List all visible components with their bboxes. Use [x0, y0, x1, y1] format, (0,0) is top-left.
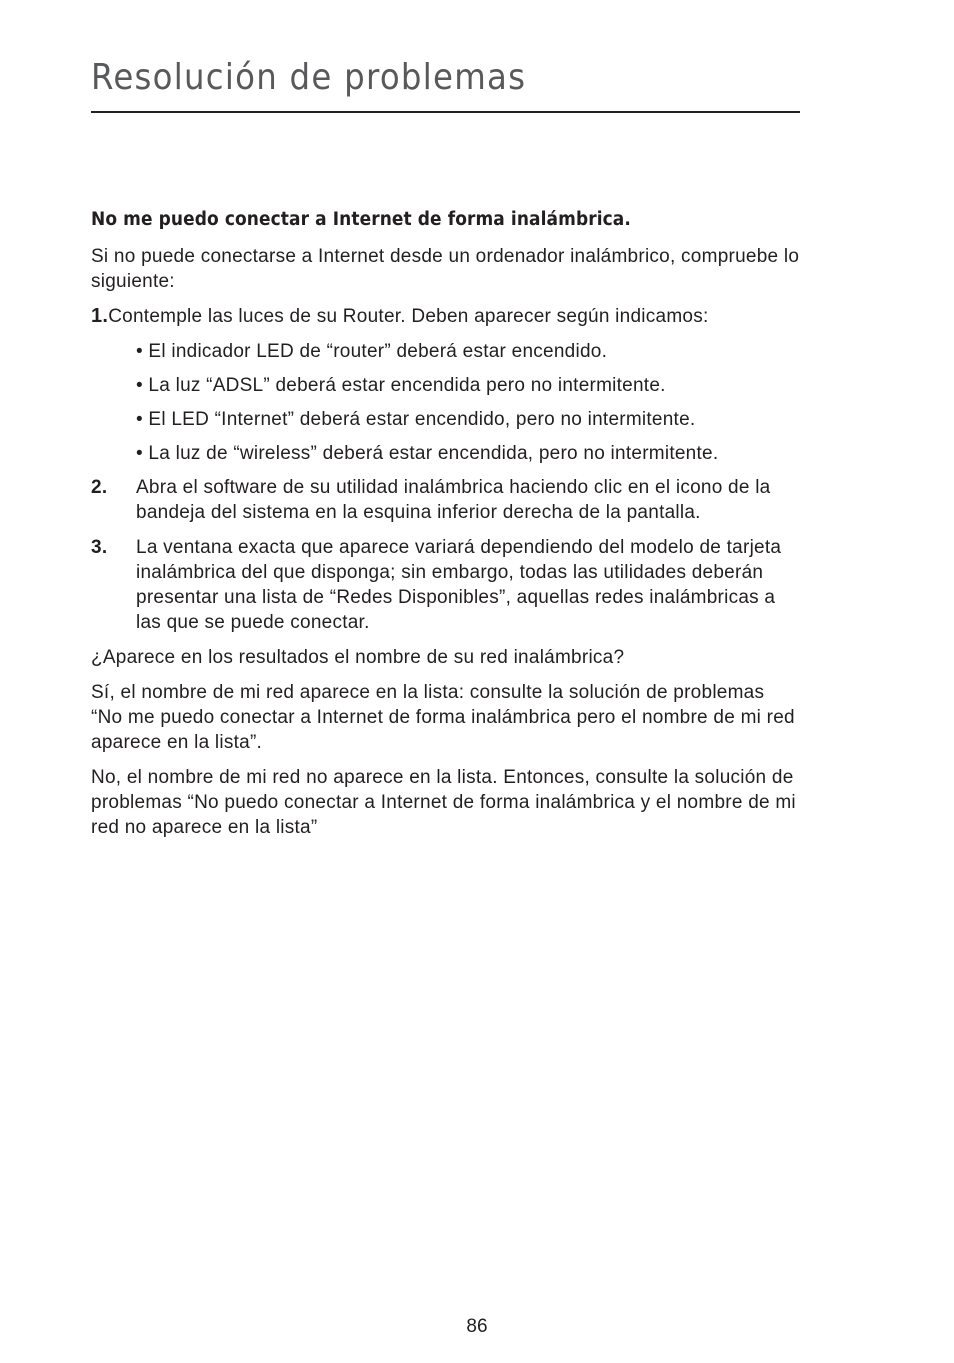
step-3	[91, 535, 801, 635]
intro-paragraph: Si no puede conectarse a Internet desde un ordenador inalámbrico, compruebe lo siguiente:	[91, 246, 800, 292]
step-2-number: 2.	[91, 477, 108, 498]
page-number: 86	[466, 1316, 488, 1337]
answer-no-paragraph: No, el nombre de mi red no aparece en la lista. Entonces, consulte la solución de problemas “No puedo conectar a Internet de forma inalámbrica y el nombre de mi red no aparece en la lista”	[91, 767, 796, 838]
led-bullet-internet: • El LED “Internet” deberá estar encendido, pero no intermitente.	[136, 409, 696, 430]
led-bullet-wireless: • La luz de “wireless” deberá estar encendida, pero no intermitente.	[136, 443, 719, 464]
step-1-text: Contemple las luces de su Router. Deben aparecer según indicamos:	[108, 306, 709, 327]
document-body	[91, 206, 801, 850]
step-3-number: 3.	[91, 537, 108, 558]
page-title: Resolución de problemas	[91, 57, 527, 98]
step-1	[91, 304, 801, 329]
led-bullet-router: • El indicador LED de “router” deberá estar encendido.	[136, 341, 608, 362]
section-heading: No me puedo conectar a Internet de forma inalámbrica.	[91, 209, 631, 230]
step-1-number: 1.	[91, 305, 109, 327]
question-paragraph: ¿Aparece en los resultados el nombre de su red inalámbrica?	[91, 647, 625, 668]
led-bullet-adsl: • La luz “ADSL” deberá estar encendida pero no intermitente.	[136, 375, 666, 396]
step-2-text: Abra el software de su utilidad inalámbrica haciendo clic en el icono de la bandeja del sistema en la esquina inferior derecha de la pantalla.	[136, 477, 771, 523]
step-3-text: La ventana exacta que aparece variará dependiendo del modelo de tarjeta inalámbrica del que disponga; sin embargo, todas las utilidades deberán presentar una lista de “Redes Disponibles”, aquellas redes inalámbricas a las que se puede conectar.	[136, 537, 782, 633]
answer-yes-paragraph: Sí, el nombre de mi red aparece en la lista: consulte la solución de problemas “No me puedo conectar a Internet de forma inalámbrica pero el nombre de mi red aparece en la lista”.	[91, 682, 795, 753]
page-header	[91, 56, 800, 113]
step-2	[91, 475, 801, 525]
